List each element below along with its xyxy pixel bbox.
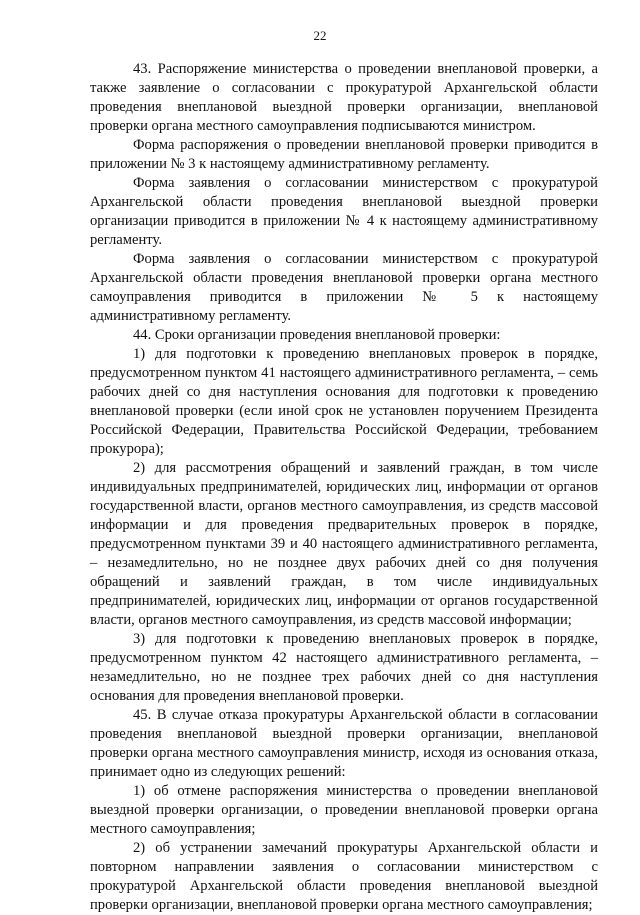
document-body (90, 60, 598, 915)
paragraph-form-order: Форма распоряжения о проведении внеплановой проверки приводится в приложении № 3 к настоящему административному регламенту. (90, 137, 598, 172)
paragraph-44-item-2: 2) для рассмотрения обращений и заявлений граждан, в том числе индивидуальных предпринимателей, юридических лиц, информации от органов государственной власти, органов местного самоуправления, из средств массовой информации и для проведения предварительных проверок в порядке, предусмотренном пунктами 39 и 40 настоящего административного регламента, – незамедлительно, но не позднее двух рабочих дней со дня получения обращений и заявлений граждан, в том числе индивидуальных предпринимателей, юридических лиц, информации от органов государственной власти, органов местного самоуправления, из средств массовой информации; (90, 460, 598, 628)
paragraph-form-application-local-government: Форма заявления о согласовании министерством с прокуратурой Архангельской области проведения внеплановой проверки органа местного самоуправления приводится в приложении № 5 к настоящему административному регламенту. (90, 251, 598, 324)
paragraph-45: 45. В случае отказа прокуратуры Архангельской области в согласовании проведения внеплановой выездной проверки организации, внеплановой проверки органа местного самоуправления министр, исходя из основания отказа, принимает одно из следующих решений: (90, 707, 598, 780)
paragraph-44-heading: 44. Сроки организации проведения внеплановой проверки: (133, 327, 501, 343)
paragraph-form-application-organization: Форма заявления о согласовании министерством с прокуратурой Архангельской области проведения внеплановой выездной проверки организации приводится в приложении № 4 к настоящему административному регламенту. (90, 175, 598, 248)
paragraph-45-item-1: 1) об отмене распоряжения министерства о проведении внеплановой выездной проверки организации, о проведении внеплановой проверки органа местного самоуправления; (90, 783, 598, 837)
paragraph-45-item-2: 2) об устранении замечаний прокуратуры Архангельской области и повторном направлении заявления о согласовании министерством с прокуратурой Архангельской области проведения внеплановой выездной проверки организации, внеплановой проверки органа местного самоуправления; (90, 840, 598, 913)
paragraph-44-item-1: 1) для подготовки к проведению внеплановых проверок в порядке, предусмотренном пунктом 41 настоящего административного регламента, – семь рабочих дней со дня наступления основания для подготовки к проведению внеплановой проверки (если иной срок не установлен поручением Президента Российской Федерации, Правительства Российской Федерации, требованием прокурора); (90, 346, 598, 457)
paragraph-44-item-3: 3) для подготовки к проведению внеплановых проверок в порядке, предусмотренном пунктом 42 настоящего административного регламента, – незамедлительно, но не позднее трех рабочих дней со дня наступления основания для проведения внеплановой проверки. (90, 631, 598, 704)
paragraph-43: 43. Распоряжение министерства о проведении внеплановой проверки, а также заявление о согласовании с прокуратурой Архангельской области проведения внеплановой выездной проверки организации, внеплановой проверки органа местного самоуправления подписываются министром. (90, 61, 598, 134)
page-number: 22 (313, 28, 327, 43)
